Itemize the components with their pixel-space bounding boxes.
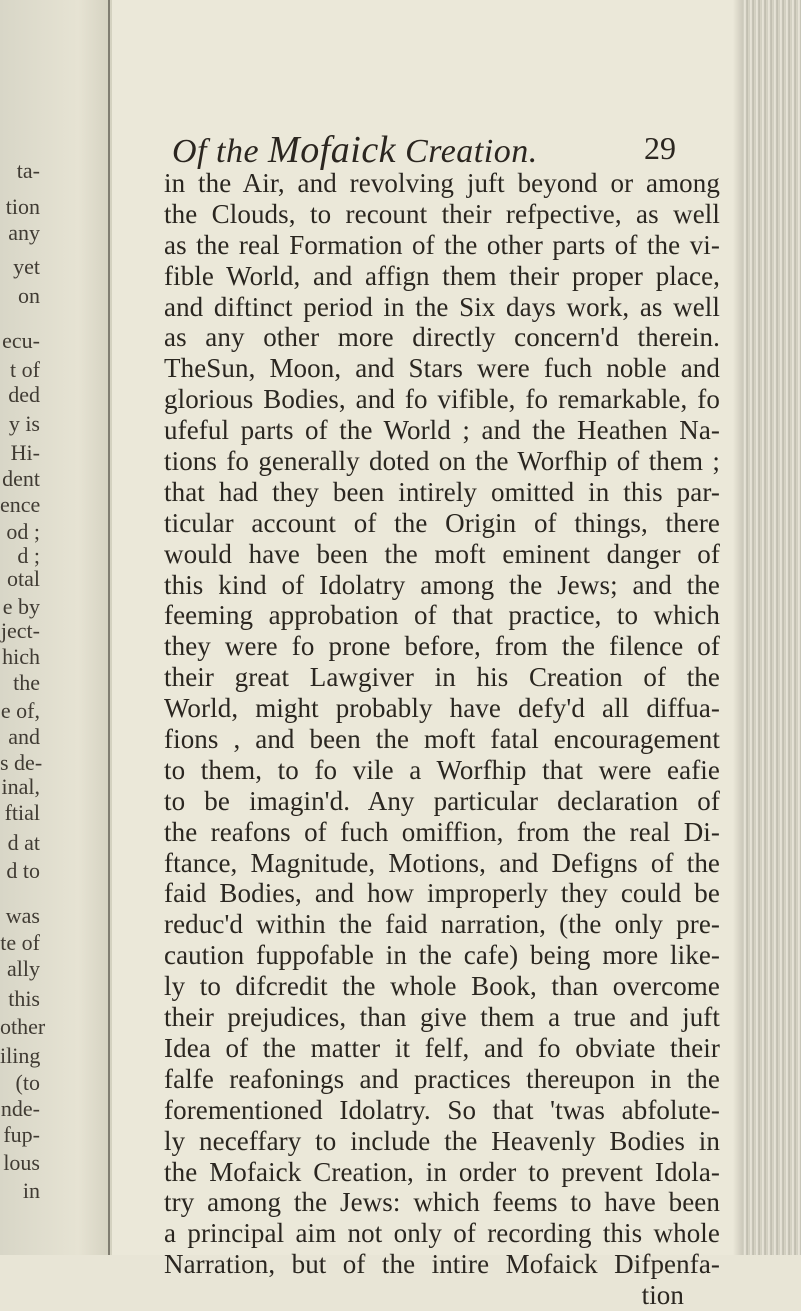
text-line: fions , and been the moft fatal encouragement [164, 724, 720, 755]
facing-page-text-fragment: s de- [0, 750, 43, 775]
text-line: the Clouds, to recount their refpective, as well [164, 198, 720, 229]
text-line: in the Air, and revolving juft beyond or among [164, 168, 720, 198]
facing-page-text-fragment: was [5, 903, 40, 928]
facing-page-text-fragment: any [8, 220, 40, 245]
facing-page-text-fragment: t of [10, 357, 40, 382]
facing-page-text-fragment: y is [8, 411, 40, 436]
text-line: forementioned Idolatry. So that 'twas abfolute- [164, 1094, 720, 1125]
book-page [112, 0, 743, 1311]
facing-page-text-fragment: iling [0, 1043, 41, 1068]
page-edge-shadow [733, 0, 743, 1255]
page-edge-stack [743, 0, 801, 1255]
facing-page-text-fragment: other [0, 1014, 46, 1039]
facing-page-text-fragment: inal, [1, 774, 40, 799]
text-line: ly neceffary to include the Heavenly Bodies in [164, 1125, 720, 1156]
text-line: reduc'd within the faid narration, (the only pre- [164, 909, 720, 940]
text-line: their prejudices, than give them a true and juft [164, 1002, 720, 1033]
text-line: ticular account of the Origin of things, there [164, 507, 720, 538]
text-line: ufeful parts of the World ; and the Heathen Na- [164, 415, 720, 446]
text-line: a principal aim not only of recording this whole [164, 1218, 720, 1249]
running-head-prefix: Of the [172, 133, 269, 170]
text-line: TheSun, Moon, and Stars were fuch noble and [164, 353, 720, 384]
text-line: feeming approbation of that practice, to which [164, 600, 720, 631]
facing-page-text-fragment: d ; [17, 543, 40, 568]
text-line: the reafons of fuch omiffion, from the real Di- [164, 816, 720, 847]
facing-page-text-fragment: ta- [16, 158, 40, 183]
facing-page-text-fragment: e by [2, 594, 40, 619]
text-line: to be imagin'd. Any particular declaration of [164, 785, 720, 816]
facing-page-text-fragment: yet [13, 254, 40, 279]
running-head-suffix: Creation. [396, 133, 538, 170]
facing-page-text-fragment: otal [7, 566, 40, 591]
facing-page-text-fragment: ence [0, 492, 41, 517]
facing-page-text-fragment: ject- [0, 618, 40, 643]
text-line: ftance, Magnitude, Motions, and Defigns of the [164, 847, 720, 878]
text-line: caution fuppofable in the cafe) being more like- [164, 940, 720, 971]
catchword: tion [641, 1280, 684, 1311]
facing-page-text-fragment: d to [6, 858, 40, 883]
text-line: the Mofaick Creation, in order to prevent Idola- [164, 1156, 720, 1187]
text-line: Narration, but of the intire Mofaick Difpenfa- [164, 1249, 720, 1280]
facing-page-text-fragment: hich [2, 644, 40, 669]
text-line: as any other more directly concern'd therein. [164, 322, 720, 353]
running-head [172, 128, 538, 172]
body-text [164, 168, 720, 1311]
text-line: they were fo prone before, from the filence of [164, 631, 720, 662]
text-line: fible World, and affign them their proper place, [164, 260, 720, 291]
facing-page-text-fragment: and [8, 724, 40, 749]
page-number: 29 [644, 130, 676, 166]
facing-page-text-fragment: the [13, 670, 40, 695]
page-header [144, 128, 714, 171]
text-line: their great Lawgiver in his Creation of the [164, 662, 720, 693]
text-line: and diftinct period in the Six days work, as well [164, 291, 720, 322]
text-line: to them, to fo vile a Worfhip that were eafie [164, 754, 720, 785]
text-line: as the real Formation of the other parts of the vi- [164, 229, 720, 260]
facing-page-fragment [0, 0, 112, 1255]
text-line: would have been the moft eminent danger of [164, 538, 720, 569]
text-line: ly to difcredit the whole Book, than overcome [164, 971, 720, 1002]
facing-page-text-fragment: fup- [3, 1122, 40, 1147]
text-line: Idea of the matter it felf, and fo obviate their [164, 1032, 720, 1063]
text-line: World, might probably have defy'd all diffua- [164, 693, 720, 724]
facing-page-text-fragment: od ; [6, 519, 40, 544]
facing-page-text-fragment: te of [0, 930, 40, 955]
facing-page-text-fragment: nde- [0, 1096, 40, 1121]
facing-page-text-fragment: ally [7, 956, 40, 981]
facing-page-text-fragment: this [8, 986, 40, 1011]
text-line: this kind of Idolatry among the Jews; and the [164, 569, 720, 600]
text-line: falfe reafonings and practices thereupon in the [164, 1063, 720, 1094]
text-line: that had they been intirely omitted in this par- [164, 476, 720, 507]
facing-page-text-fragment: Hi- [10, 440, 40, 465]
facing-page-text-fragment: ftial [4, 800, 40, 825]
facing-page-text-fragment: ded [8, 382, 40, 407]
facing-page-text-fragment: (to [15, 1070, 40, 1095]
text-line: tions fo generally doted on the Worfhip of them ; [164, 446, 720, 477]
gutter-line [108, 0, 110, 1255]
facing-page-text-fragment: lous [3, 1150, 40, 1175]
facing-page-text-fragment: e of, [0, 698, 40, 723]
facing-page-text-fragment: dent [2, 466, 40, 491]
text-line: faid Bodies, and how improperly they could be [164, 878, 720, 909]
facing-page-text-fragment: ecu- [2, 328, 40, 353]
facing-page-text-fragment: in [22, 1178, 40, 1203]
text-line: glorious Bodies, and fo vifible, fo remarkable, fo [164, 384, 720, 415]
facing-page-text-fragment: tion [5, 194, 40, 219]
facing-page-text-fragment: d at [7, 830, 40, 855]
facing-page-text-fragment: on [18, 283, 40, 308]
text-line: try among the Jews: which feems to have been [164, 1187, 720, 1218]
running-head-title: Mofaick [268, 129, 397, 171]
